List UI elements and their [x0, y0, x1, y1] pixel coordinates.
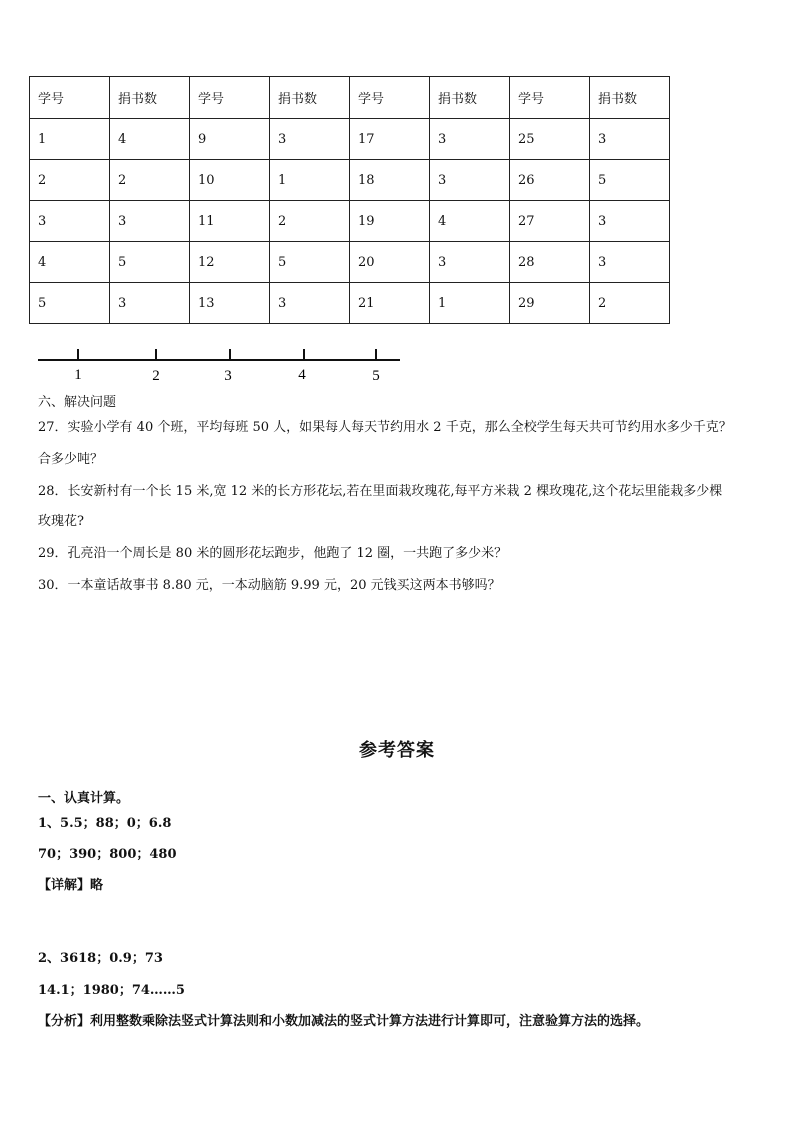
header-cell-books-donated: 捐书数: [590, 77, 670, 119]
table-row: [30, 160, 670, 201]
question-28-line-1: 28．长安新村有一个长 15 米,宽 12 米的长方形花坛,若在里面栽玫瑰花,每平方米栽 2 棵玫瑰花,这个花坛里能栽多少棵: [38, 484, 723, 499]
header-cell-student-number: 学号: [510, 77, 590, 119]
table-row: [30, 119, 670, 160]
question-30: 30．一本童话故事书 8.80 元，一本动脑筋 9.99 元，20 元钱买这两本书够吗？: [38, 578, 501, 593]
cell-books-donated: 3: [590, 201, 670, 242]
cell-student-number: 10: [190, 160, 270, 201]
number-line: [38, 346, 408, 386]
answer-1-line-1: 1、5.5；88；0；6.8: [38, 816, 172, 831]
answer-1-line-2: 70；390；800；480: [38, 847, 177, 862]
cell-student-number: 26: [510, 160, 590, 201]
question-27-line-2: 合多少吨？: [38, 452, 104, 467]
cell-student-number: 2: [30, 160, 110, 201]
cell-student-number: 28: [510, 242, 590, 283]
number-line-label: 2: [152, 368, 160, 384]
cell-student-number: 9: [190, 119, 270, 160]
table-row: [30, 201, 670, 242]
number-line-label: 5: [372, 368, 380, 384]
cell-books-donated: 1: [270, 160, 350, 201]
cell-books-donated: 5: [270, 242, 350, 283]
cell-books-donated: 3: [590, 242, 670, 283]
answer-2-line-2: 14.1；1980；74……5: [38, 983, 185, 998]
cell-books-donated: 2: [270, 201, 350, 242]
number-line-label: 3: [224, 368, 232, 384]
header-cell-books-donated: 捐书数: [430, 77, 510, 119]
answer-2-line-1: 2、3618；0.9；73: [38, 951, 163, 966]
cell-books-donated: 3: [590, 119, 670, 160]
section-heading-problem-solving: 六、解决问题: [38, 395, 117, 410]
cell-books-donated: 2: [110, 160, 190, 201]
cell-student-number: 29: [510, 283, 590, 324]
cell-student-number: 25: [510, 119, 590, 160]
header-cell-books-donated: 捐书数: [110, 77, 190, 119]
cell-books-donated: 3: [110, 283, 190, 324]
header-cell-student-number: 学号: [190, 77, 270, 119]
header-cell-student-number: 学号: [350, 77, 430, 119]
question-28-line-2: 玫瑰花?: [38, 514, 84, 529]
question-29: 29．孔亮沿一个周长是 80 米的圆形花坛跑步，他跑了 12 圈，一共跑了多少米？: [38, 546, 508, 561]
cell-books-donated: 3: [430, 242, 510, 283]
answers-section-1-heading: 一、认真计算。: [38, 791, 130, 806]
cell-student-number: 11: [190, 201, 270, 242]
cell-books-donated: 2: [590, 283, 670, 324]
cell-books-donated: 1: [430, 283, 510, 324]
header-cell-student-number: 学号: [30, 77, 110, 119]
cell-student-number: 3: [30, 201, 110, 242]
table-header-row: [30, 77, 670, 119]
cell-student-number: 13: [190, 283, 270, 324]
cell-student-number: 20: [350, 242, 430, 283]
cell-student-number: 19: [350, 201, 430, 242]
cell-student-number: 21: [350, 283, 430, 324]
cell-student-number: 17: [350, 119, 430, 160]
cell-student-number: 27: [510, 201, 590, 242]
question-27-line-1: 27．实验小学有 40 个班，平均每班 50 人，如果每人每天节约用水 2 千克，那么全校学生每天共可节约用水多少千克？: [38, 420, 732, 435]
cell-student-number: 4: [30, 242, 110, 283]
answer-2-analysis: 【分析】利用整数乘除法竖式计算法则和小数加减法的竖式计算方法进行计算即可，注意验算方法的选择。: [38, 1014, 650, 1029]
cell-books-donated: 5: [110, 242, 190, 283]
cell-student-number: 18: [350, 160, 430, 201]
cell-books-donated: 3: [270, 283, 350, 324]
cell-books-donated: 3: [270, 119, 350, 160]
cell-student-number: 12: [190, 242, 270, 283]
table-row: [30, 242, 670, 283]
number-line-label: 1: [74, 367, 82, 383]
cell-books-donated: 4: [430, 201, 510, 242]
number-line-label: 4: [298, 367, 306, 383]
cell-books-donated: 3: [430, 119, 510, 160]
cell-books-donated: 3: [110, 201, 190, 242]
cell-books-donated: 5: [590, 160, 670, 201]
table-row: [30, 283, 670, 324]
donation-table: [29, 76, 670, 324]
answers-title: 参考答案: [359, 740, 435, 761]
header-cell-books-donated: 捐书数: [270, 77, 350, 119]
answer-1-detail: 【详解】略: [38, 878, 104, 893]
cell-books-donated: 4: [110, 119, 190, 160]
cell-student-number: 1: [30, 119, 110, 160]
cell-student-number: 5: [30, 283, 110, 324]
cell-books-donated: 3: [430, 160, 510, 201]
